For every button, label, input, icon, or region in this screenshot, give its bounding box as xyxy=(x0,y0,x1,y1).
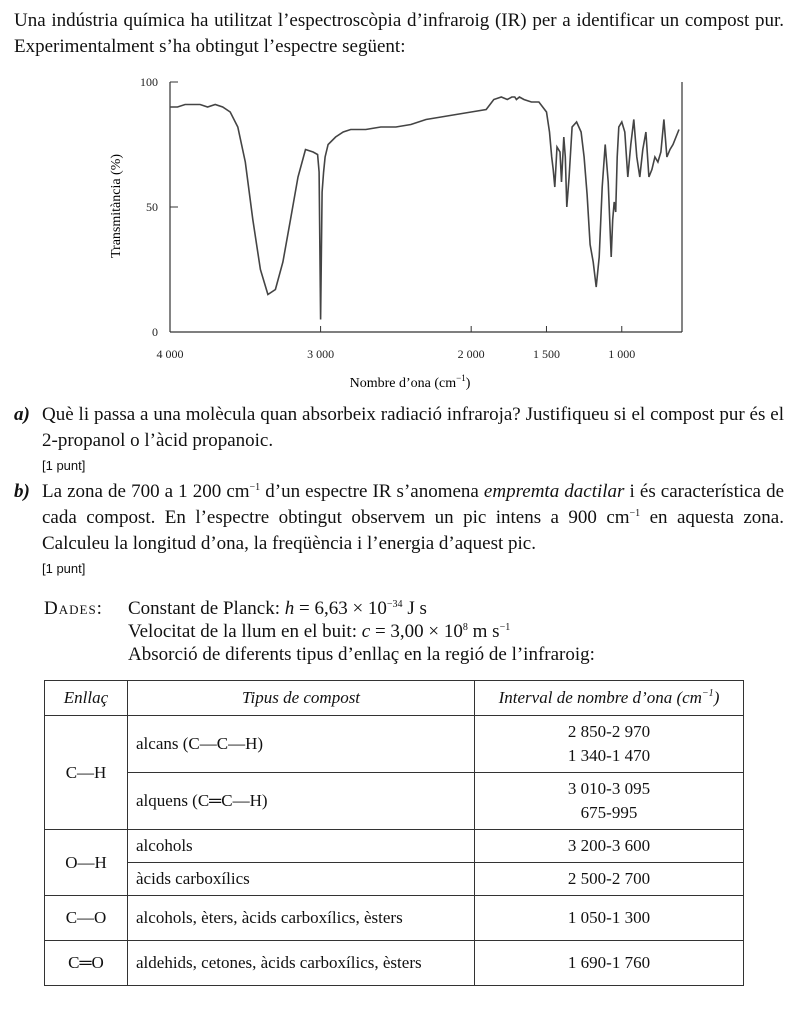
question-a-label: a) xyxy=(14,404,30,425)
compound-cdo: aldehids, cetones, àcids carboxílics, èsters xyxy=(128,941,475,986)
table-row xyxy=(45,773,744,830)
question-b-text: La zona de 700 a 1 200 $cm^{-1}$ d’un espectre IR s’anomena empremta dactilar i és característica de cada compost. En l’espectre obtingut observem un pic intens a 900 $cm^{-1}$ en aquesta zona. Calculeu la longitud d’ona, la freqüència i l’energia d’aquest pic. xyxy=(42,481,784,554)
y-tick-label: 50 xyxy=(146,200,158,214)
header-tipus: Tipus de compost xyxy=(128,681,475,716)
bond-oh: O—H xyxy=(45,830,128,896)
range-alquens: 3 010-3 095 675-995 xyxy=(475,773,744,830)
question-b-label: b) xyxy=(14,481,30,502)
question-a-text: Què li passa a una molècula quan absorbeix radiació infraroja? Justifiqueu si el compost pur és el 2-propanol o l’àcid propanoic. xyxy=(42,404,784,451)
header-enllac: Enllaç xyxy=(45,681,128,716)
compound-alcans: alcans (C—C—H) xyxy=(128,716,475,773)
header-interval: Interval de nombre d’ona $(cm^{-1})$ xyxy=(475,681,744,716)
y-tick-label: 100 xyxy=(140,75,158,89)
question-a-points: [1 punt] xyxy=(42,458,86,473)
intro-text: Una indústria química ha utilitzat l’espectroscòpia d’infraroig (IR) per a identificar un compost pur. Experimentalment s’ha obtingut l’espectre següent: xyxy=(14,10,784,57)
x-tick-label: 1 000 xyxy=(608,347,636,361)
question-a xyxy=(14,402,784,475)
range-cdo: 1 690-1 760 xyxy=(475,941,744,986)
chart-svg xyxy=(100,68,700,398)
bond-cdo: C═O xyxy=(45,941,128,986)
table-row xyxy=(45,941,744,986)
light-speed: Velocitat de la llum en el buit: $c = 3,00 \times 10^8$ m $s^{-1}$ xyxy=(128,621,511,642)
table-header-row xyxy=(45,681,744,716)
compound-alcohols: alcohols xyxy=(128,830,475,863)
x-axis-label: Nombre d’ona $(cm^{-1})$ xyxy=(349,373,471,391)
table-row xyxy=(45,716,744,773)
x-tick-label: 1 500 xyxy=(532,347,560,361)
question-b xyxy=(14,479,784,578)
data-section xyxy=(44,597,595,666)
data-heading: Dades: xyxy=(44,598,103,619)
compound-co: alcohols, èters, àcids carboxílics, èsters xyxy=(128,896,475,941)
compound-alquens: alquens (C═C—H) xyxy=(128,773,475,830)
ir-absorption-table xyxy=(44,680,744,986)
table-row xyxy=(45,863,744,896)
x-tick-label: 2 000 xyxy=(457,347,485,361)
x-tick-label: 3 000 xyxy=(307,347,335,361)
x-tick-label: 4 000 xyxy=(156,347,184,361)
y-tick-label: 0 xyxy=(152,325,158,339)
range-co: 1 050-1 300 xyxy=(475,896,744,941)
ir-spectrum-chart xyxy=(100,68,700,403)
question-b-points: [1 punt] xyxy=(42,561,86,576)
compound-acids: àcids carboxílics xyxy=(128,863,475,896)
range-alcans: 2 850-2 970 1 340-1 470 xyxy=(475,716,744,773)
table-caption: Absorció de diferents tipus d’enllaç en la regió de l’infraroig: xyxy=(128,644,595,665)
table-row xyxy=(45,830,744,863)
series-line-transmittance xyxy=(170,97,679,320)
range-alcohols: 3 200-3 600 xyxy=(475,830,744,863)
table-row xyxy=(45,896,744,941)
y-axis-label: Transmitància (%) xyxy=(109,153,124,259)
planck-constant: Constant de Planck: $h = 6,63 \times 10^{-34}$ J s xyxy=(128,598,427,619)
range-acids: 2 500-2 700 xyxy=(475,863,744,896)
bond-ch: C—H xyxy=(45,716,128,830)
bond-co: C—O xyxy=(45,896,128,941)
